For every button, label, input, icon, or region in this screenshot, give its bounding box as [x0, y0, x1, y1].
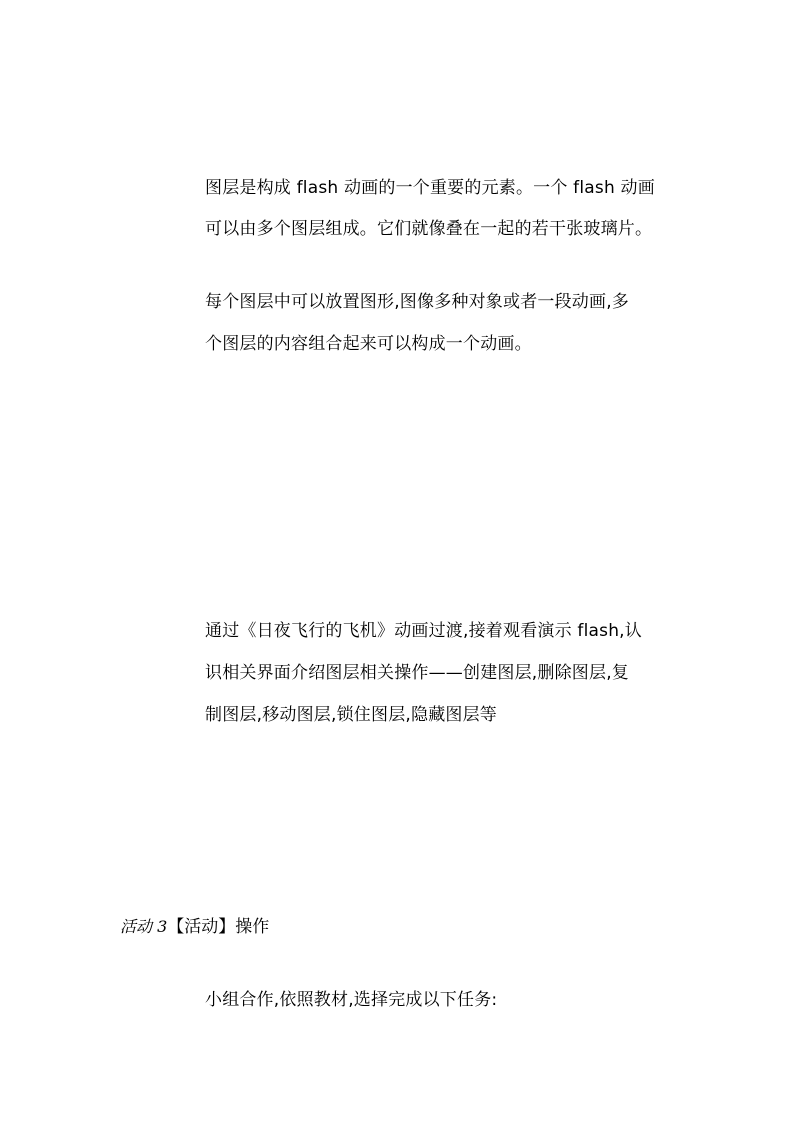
paragraph-2-line-2: 个图层的内容组合起来可以构成一个动画。: [205, 334, 532, 354]
paragraph-1-line-1: 图层是构成 flash 动画的一个重要的元素。一个 flash 动画: [205, 178, 655, 198]
paragraph-4-line-1: 小组合作,依照教材,选择完成以下任务:: [205, 990, 498, 1010]
paragraph-3-line-1: 通过《日夜飞行的飞机》动画过渡,接着观看演示 flash,认: [205, 621, 642, 641]
paragraph-2-line-1: 每个图层中可以放置图形,图像多种对象或者一段动画,多: [205, 292, 630, 312]
paragraph-3-line-2: 识相关界面介绍图层相关操作——创建图层,删除图层,复: [205, 663, 630, 683]
paragraph-3-line-3: 制图层,移动图层,锁住图层,隐藏图层等: [205, 705, 498, 725]
section-heading: [120, 917, 269, 937]
section-heading-text: 【活动】操作: [167, 917, 270, 937]
section-heading-prefix: 活动 3: [120, 917, 168, 936]
paragraph-1-line-2: 可以由多个图层组成。它们就像叠在一起的若干张玻璃片。: [205, 219, 653, 239]
